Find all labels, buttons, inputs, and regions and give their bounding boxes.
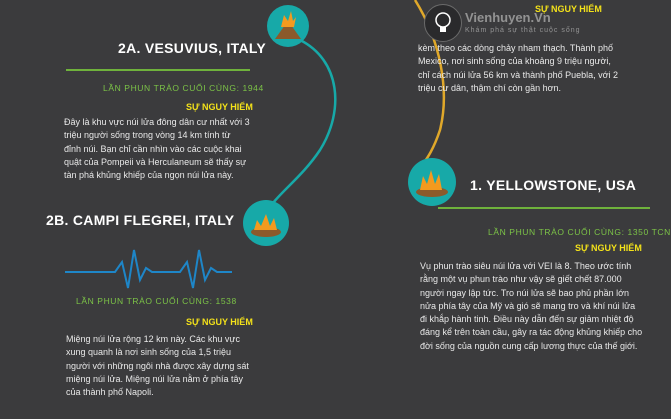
vesuvius-body: Đây là khu vực núi lửa đông dân cư nhất với 3 triệu người sống trong vòng 14 km tính từ đỉnh núi. Bạn chỉ cần nhìn vào các cuộc khai quật của Pompeii và Herculaneum sẽ thấy sự tàn phá khủng khiếp của ngọn núi lửa này. <box>64 117 250 181</box>
volcano-icon-vesuvius <box>267 5 309 47</box>
seismograph-line <box>65 250 232 288</box>
volcano-icon-campi <box>243 200 289 246</box>
yellowstone-body: Vụ phun trào siêu núi lửa với VEI là 8. Theo ước tính rằng một vụ phun trào như vậy sẽ giết chết 87.000 người ngay lập tức. Tro núi lửa sẽ bao phủ phần lớn nửa phía tây của Mỹ và gió sẽ mang tro và khí núi lửa đi khắp hành tinh. Điều này dẫn đến sự giảm nhiệt độ đáng kể trên toàn cầu, gây ra tác động khủng khiếp cho đời sống của nguồn cung cấp lương thực của thế giới. <box>420 261 643 351</box>
campi-body: Miệng núi lửa rộng 12 km này. Các khu vực xung quanh là nơi sinh sống của 1,5 triệu người với những ngôi nhà được xây dựng sát miệng núi lửa. Miệng núi lửa nằm ở phía tây của thành phố Napoli. <box>66 334 249 398</box>
vesuvius-danger: SỰ NGUY HIỂM <box>186 102 253 112</box>
yellowstone-title: 1. YELLOWSTONE, USA <box>470 177 637 193</box>
yellowstone-danger: SỰ NGUY HIỂM <box>575 243 642 253</box>
volcano-icon-yellowstone <box>408 158 456 206</box>
watermark-tagline: Khám phá sự thật cuộc sống <box>465 27 581 34</box>
yellowstone-divider <box>438 207 650 209</box>
popo-danger: SỰ NGUY HIỂM <box>535 4 602 14</box>
vesuvius-eruption: LẦN PHUN TRÀO CUỐI CÙNG: 1944 <box>103 83 264 93</box>
campi-danger: SỰ NGUY HIỂM <box>186 317 253 327</box>
popo-body: kèm theo các dòng chảy nham thạch. Thành phố Mexico, nơi sinh sống của khoảng 9 triệu người, chỉ cách núi lửa 56 km và thành phố Puebla, với 2 triệu cư dân, thậm chí còn gần hơn. <box>418 43 619 93</box>
watermark-brand: Vienhuyen.Vn <box>465 10 551 25</box>
vesuvius-title: 2A. VESUVIUS, ITALY <box>118 40 267 56</box>
campi-eruption: LẦN PHUN TRÀO CUỐI CÙNG: 1538 <box>76 296 237 306</box>
campi-title: 2B. CAMPI FLEGREI, ITALY <box>46 212 235 228</box>
vesuvius-divider <box>66 69 250 71</box>
teal-connector <box>265 40 335 215</box>
lightbulb-icon <box>424 4 462 42</box>
yellowstone-eruption: LẦN PHUN TRÀO CUỐI CÙNG: 1350 TCN <box>488 227 671 237</box>
